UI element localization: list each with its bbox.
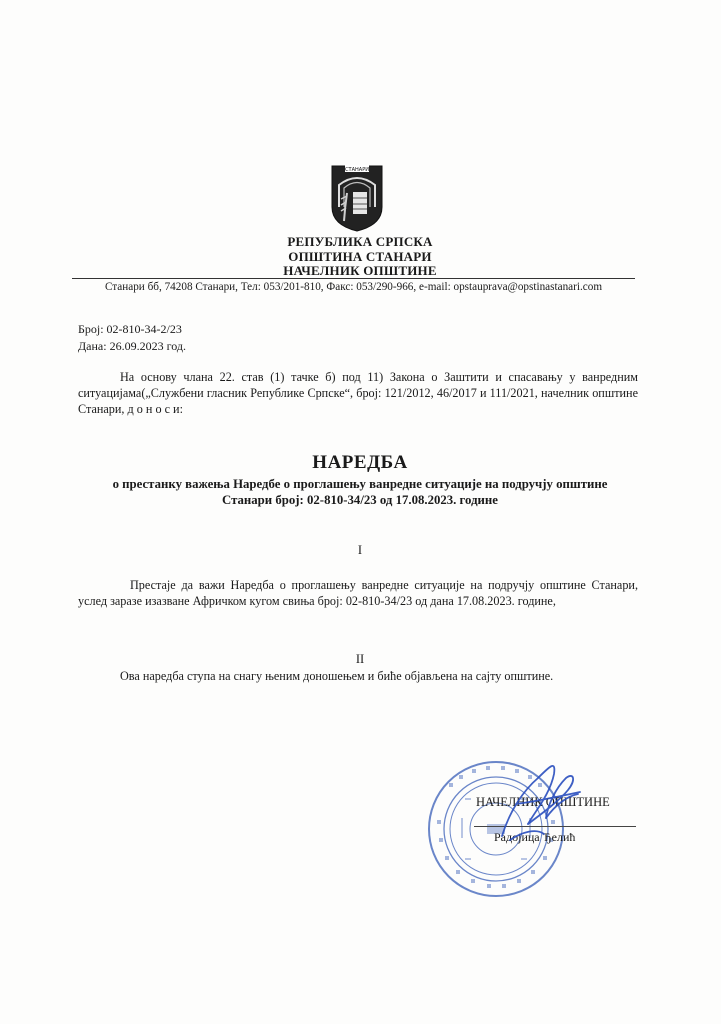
header-republic: РЕПУБЛИКА СРПСКА xyxy=(287,234,433,249)
header-mayor-office: НАЧЕЛНИК ОПШТИНЕ xyxy=(283,263,437,278)
intro-paragraph: На основу члана 22. став (1) тачке б) под 11) Закона о Заштити и спасавању у ванредним ситуацијама(„Службени гласник Републике Српске“, број: 121/2012, 46/2017 и 111/2021, начелник општине Станари, д о н о с и: xyxy=(78,370,638,416)
section-text: Престаје да важи Наредба о проглашењу ванредне ситуације на подручју општине Станари, услед заразе изазване Афричком кугом свиња број: 02-810-34/23 од дана 17.08.2023. године, xyxy=(78,578,638,608)
header-municipality: ОПШТИНА СТАНАРИ xyxy=(288,249,432,264)
signatory-title: НАЧЕЛНИК ОПШТИНЕ xyxy=(476,795,610,809)
document-subtitle: о престанку важења Наредбе о проглашењу ванредне ситуације на подручју општине Станари број: 02-810-34/23 од 17.08.2023. године xyxy=(112,477,608,507)
document-number: Број: 02-810-34-2/23 xyxy=(78,322,182,336)
section-number: I xyxy=(357,543,363,557)
section-text: Ова наредба ступа на снагу њеним доношењем и биће објављена на сајту општине. xyxy=(120,669,554,683)
header-divider xyxy=(72,278,635,279)
section-number: II xyxy=(355,652,365,666)
document-date: Дана: 26.09.2023 год. xyxy=(78,339,186,353)
header-contact-line: Станари бб, 74208 Станари, Тел: 053/201-810, Факс: 053/290-966, e-mail: opstauprava@opstinastanari.com xyxy=(104,281,603,293)
handwritten-signature-icon xyxy=(440,748,610,858)
document-title: НАРЕДБА xyxy=(312,452,408,473)
svg-text:СТАНАРИ: СТАНАРИ xyxy=(345,167,369,173)
municipal-coat-of-arms-icon xyxy=(330,163,384,233)
signatory-name: Радојица Ђелић xyxy=(494,830,576,844)
